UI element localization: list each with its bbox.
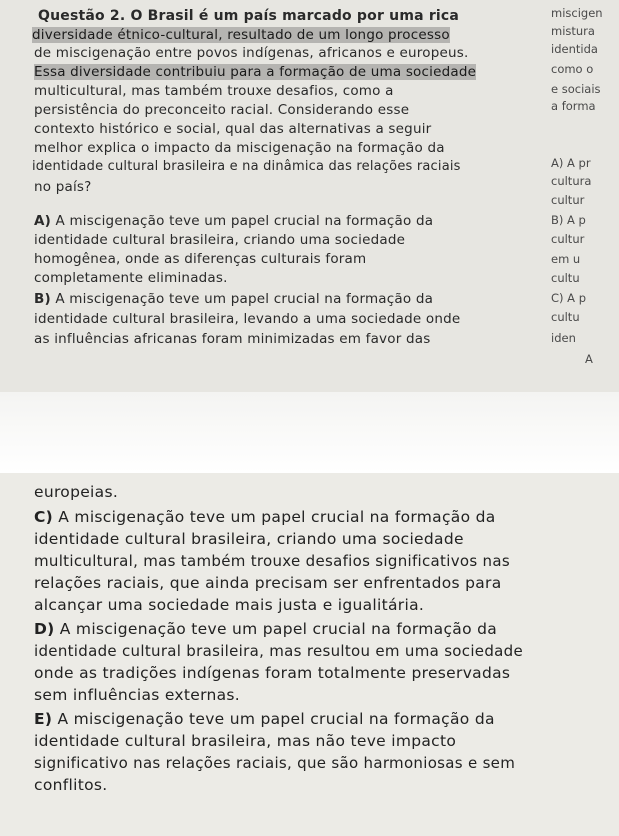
option-b-end: europeias. (34, 483, 119, 501)
side-fragment: como o (551, 62, 594, 76)
photo-top (0, 0, 619, 392)
question-line: Questão 2. O Brasil é um país marcado por uma rica (38, 8, 460, 24)
option-d-line: sem influências externas. (34, 686, 241, 704)
option-d-line: identidade cultural brasileira, mas resultou em uma sociedade (34, 642, 523, 660)
side-fragment: A (585, 352, 593, 366)
side-fragment: cultu (551, 271, 580, 285)
page-gap (0, 392, 619, 473)
side-fragment: iden (551, 331, 576, 345)
photo-bottom (0, 473, 619, 836)
option-a-line: identidade cultural brasileira, criando uma sociedade (34, 232, 406, 248)
question-line: identidade cultural brasileira e na dinâmica das relações raciais (32, 159, 461, 174)
option-a-line: homogênea, onde as diferenças culturais foram (34, 251, 367, 267)
option-c-line: C) A miscigenação teve um papel crucial na formação da (34, 508, 496, 526)
option-d-line: onde as tradições indígenas foram totalmente preservadas (34, 664, 511, 682)
option-c-line: relações raciais, que ainda precisam ser enfrentados para (34, 574, 502, 592)
option-c-line: multicultural, mas também trouxe desafios significativos nas (34, 552, 510, 570)
option-c-line: alcançar uma sociedade mais justa e igualitária. (34, 596, 425, 614)
question-line: persistência do preconceito racial. Considerando esse (34, 102, 410, 118)
option-c-line: identidade cultural brasileira, criando uma sociedade (34, 530, 464, 548)
side-fragment: miscigen (551, 6, 603, 20)
question-line: Essa diversidade contribuiu para a formação de uma sociedade (34, 64, 477, 80)
side-fragment: e sociais (551, 82, 601, 96)
side-fragment: mistura (551, 24, 595, 38)
side-fragment: A) A pr (551, 156, 591, 170)
question-line: contexto histórico e social, qual das alternativas a seguir (34, 121, 432, 137)
option-e-line: identidade cultural brasileira, mas não teve impacto (34, 732, 457, 750)
option-e-line: E) A miscigenação teve um papel crucial na formação da (34, 710, 495, 728)
option-e-line: conflitos. (34, 776, 108, 794)
side-fragment: identida (551, 42, 598, 56)
side-fragment: cultu (551, 310, 580, 324)
side-fragment: cultur (551, 232, 585, 246)
side-fragment: em u (551, 252, 581, 266)
side-fragment: C) A p (551, 291, 586, 305)
option-e-line: significativo nas relações raciais, que são harmoniosas e sem (34, 754, 516, 772)
question-line: melhor explica o impacto da miscigenação na formação da (34, 140, 445, 156)
question-line: multicultural, mas também trouxe desafios, como a (34, 83, 394, 99)
question-line: de miscigenação entre povos indígenas, africanos e europeus. (34, 45, 469, 61)
question-line: no país? (34, 179, 92, 195)
option-d-line: D) A miscigenação teve um papel crucial na formação da (34, 620, 498, 638)
side-fragment: B) A p (551, 213, 586, 227)
question-line: diversidade étnico-cultural, resultado de um longo processo (32, 27, 450, 43)
option-a-line: A) A miscigenação teve um papel crucial na formação da (34, 213, 434, 229)
side-fragment: cultura (551, 174, 592, 188)
option-b-line: B) A miscigenação teve um papel crucial na formação da (34, 291, 434, 307)
option-a-line: completamente eliminadas. (34, 270, 228, 286)
option-b-line: identidade cultural brasileira, levando a uma sociedade onde (34, 311, 461, 327)
side-fragment: cultur (551, 193, 585, 207)
option-b-line: as influências africanas foram minimizadas em favor das (34, 331, 431, 347)
side-fragment: a forma (551, 99, 596, 113)
